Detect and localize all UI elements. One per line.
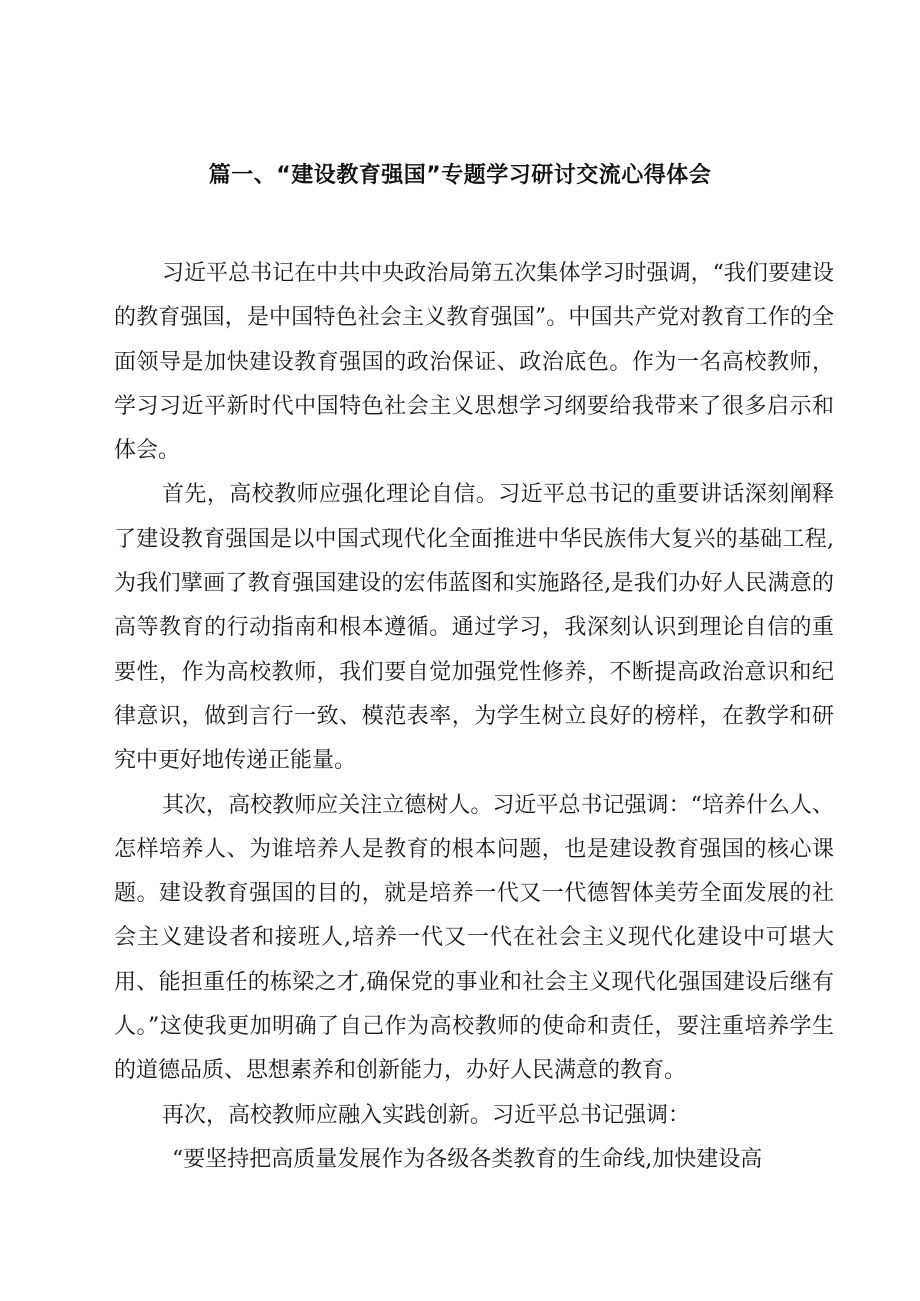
paragraph-3: 其次，高校教师应关注立德树人。习近平总书记强调：“培养什么人、怎样培养人、为谁培养人是教育的根本问题，也是建设教育强国的核心课题。建设教育强国的目的，就是培养一代又一代德智体美劳全面发展的社会主义建设者和接班人,培养一代又一代在社会主义现代化建设中可堪大用、能担重任的栋梁之才,确保党的事业和社会主义现代化强国建设后继有人。”这使我更加明确了自己作为高校教师的使命和责任，要注重培养学生的道德品质、思想素养和创新能力，办好人民满意的教育。 (114, 792, 834, 1084)
paragraph-1: 习近平总书记在中共中央政治局第五次集体学习时强调，“我们要建设的教育强国，是中国特色社会主义教育强国”。中国共产党对教育工作的全面领导是加快建设教育强国的政治保证、政治底色。作为一名高校教师，学习习近平新时代中国特色社会主义思想学习纲要给我带来了很多启示和体会。 (114, 261, 834, 464)
paragraph-2: 首先，高校教师应强化理论自信。习近平总书记的重要讲话深刻阐释了建设教育强国是以中国式现代化全面推进中华民族伟大复兴的基础工程,为我们擘画了教育强国建设的宏伟蓝图和实施路径,是我们办好人民满意的高等教育的行动指南和根本遵循。通过学习，我深刻认识到理论自信的重要性，作为高校教师，我们要自觉加强党性修养，不断提高政治意识和纪律意识，做到言行一致、模范表率，为学生树立良好的榜样，在教学和研究中更好地传递正能量。 (114, 482, 834, 774)
document-title: 篇一、“建设教育强国”专题学习研讨交流心得体会 (208, 163, 712, 188)
paragraph-4: 再次，高校教师应融入实践创新。习近平总书记强调： (162, 1102, 691, 1128)
paragraph-5-quote: “要坚持把高质量发展作为各级各类教育的生命线,加快建设高 (172, 1146, 763, 1172)
document-body (114, 252, 834, 1182)
